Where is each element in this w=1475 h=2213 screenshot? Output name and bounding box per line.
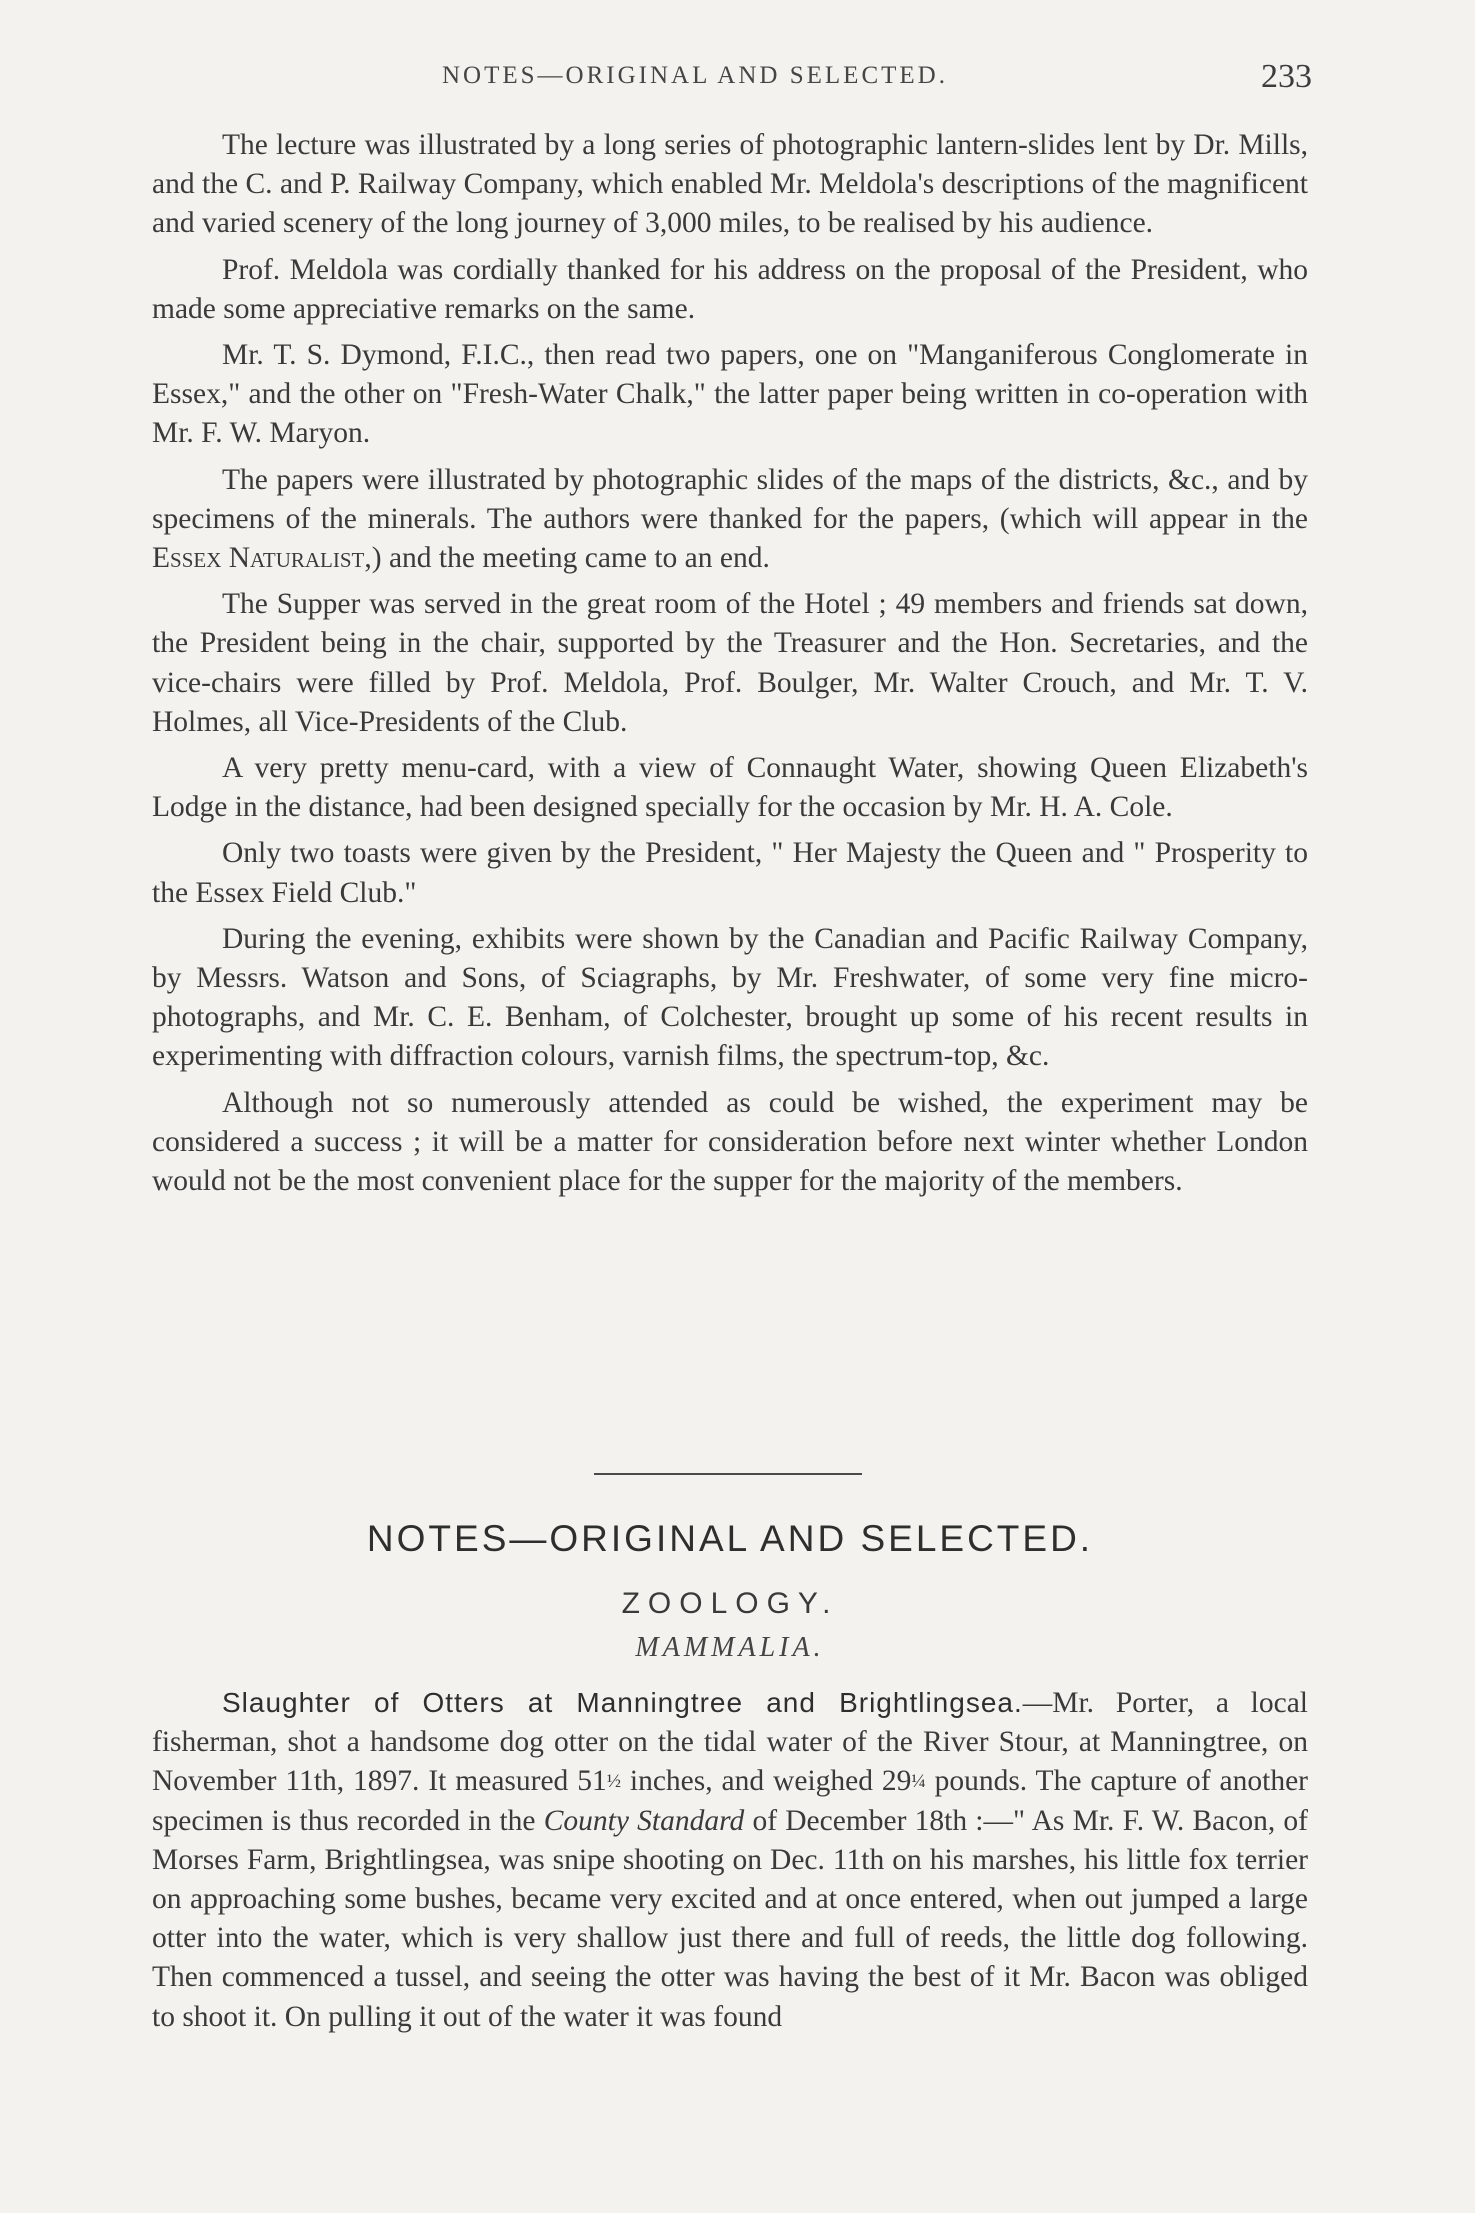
- running-title: NOTES—ORIGINAL AND SELECTED.: [442, 62, 948, 89]
- otter-note: [152, 1683, 1308, 2037]
- page-number: 233: [1261, 58, 1312, 95]
- fraction: ¼: [911, 1771, 926, 1793]
- note-text: —Mr. Porter, a local fisherman, shot a handsome dog otter on the tidal water of the River Stour, at Manningtree, on November 11th, 1897. It measured 51: [152, 1687, 1309, 1798]
- section-title: NOTES—ORIGINAL AND SELECTED.: [366, 1518, 1094, 1559]
- paragraph: Mr. T. S. Dymond, F.I.C., then read two papers, one on "Manganiferous Conglomerate in Essex," and the other on "Fresh-Water Chalk," the latter paper being written in co-operation with Mr. F. W. Maryon.: [152, 339, 1308, 450]
- fraction: ½: [606, 1771, 621, 1793]
- note-paragraph: [152, 1683, 1308, 2037]
- note-text: inches, and weighed 29: [620, 1765, 912, 1798]
- paragraph: [152, 461, 1308, 579]
- paragraph: The lecture was illustrated by a long series of photographic lantern-slides lent by Dr. Mills, and the C. and P. Railway Company, which enabled Mr. Meldola's descriptions of the magnificent and varied scenery of the long journey of 3,000 miles, to be realised by his audience.: [152, 129, 1308, 240]
- paragraph: During the evening, exhibits were shown by the Canadian and Pacific Railway Company, by Messrs. Watson and Sons, of Sciagraphs, by Mr. Freshwater, of some very fine micro-photographs, and Mr. C. E. Benham, of Colchester, brought up some of his recent results in experimenting with diffraction colours, varnish films, the spectrum-top, &c.: [152, 922, 1308, 1073]
- note-text: of December 18th :—" As Mr. F. W. Bacon, of Morses Farm, Brightlingsea, was snipe shooting on Dec. 11th on his marshes, his little fox terrier on approaching some bushes, became very excited and at once entered, when out jumped a large otter into the water, which is very shallow just there and full of reeds, the little dog following. Then commenced a tussel, and seeing the otter was having the best of it Mr. Bacon was obliged to shoot it. On pulling it out of the water it was found: [152, 1804, 1308, 2033]
- newspaper-title: County Standard: [543, 1804, 745, 1837]
- journal-title: Essex Naturalist,: [152, 542, 372, 575]
- note-heading: Slaughter of Otters at Manningtree and Brightlingsea.: [222, 1687, 1023, 1718]
- running-head: [152, 56, 1312, 106]
- paragraph: A very pretty menu-card, with a view of Connaught Water, showing Queen Elizabeth's Lodge in the distance, had been designed specially for the occasion by Mr. H. A. Cole.: [152, 752, 1308, 824]
- note-text: pounds. The capture of another specimen is thus recorded in the: [152, 1765, 1308, 1837]
- paragraph: Although not so numerously attended as could be wished, the experiment may be considered a success ; it will be a matter for consideration before next winter whether London would not be the most convenient place for the supper for the majority of the members.: [152, 1086, 1308, 1198]
- section-divider: [594, 1473, 862, 1475]
- paragraph: Only two toasts were given by the President, " Her Majesty the Queen and " Prosperity to the Essex Field Club.": [152, 837, 1308, 909]
- paragraph: The Supper was served in the great room of the Hotel ; 49 members and friends sat down, the President being in the chair, supported by the Treasurer and the Hon. Secretaries, and the vice-chairs were filled by Prof. Meldola, Prof. Boulger, Mr. Walter Crouch, and Mr. T. V. Holmes, all Vice-Presidents of the Club.: [152, 588, 1308, 738]
- report-body: [152, 126, 1308, 1208]
- class-heading: MAMMALIA.: [635, 1632, 825, 1663]
- paragraph-text: The papers were illustrated by photographic slides of the maps of the districts, &c., and by specimens of the minerals. The authors were thanked for the papers, (which will appear in the: [152, 463, 1308, 535]
- paragraph: Prof. Meldola was cordially thanked for his address on the proposal of the President, who made some appreciative remarks on the same.: [152, 253, 1308, 325]
- subject-heading: ZOOLOGY.: [621, 1587, 839, 1620]
- paragraph-text: ) and the meeting came to an end.: [371, 542, 770, 575]
